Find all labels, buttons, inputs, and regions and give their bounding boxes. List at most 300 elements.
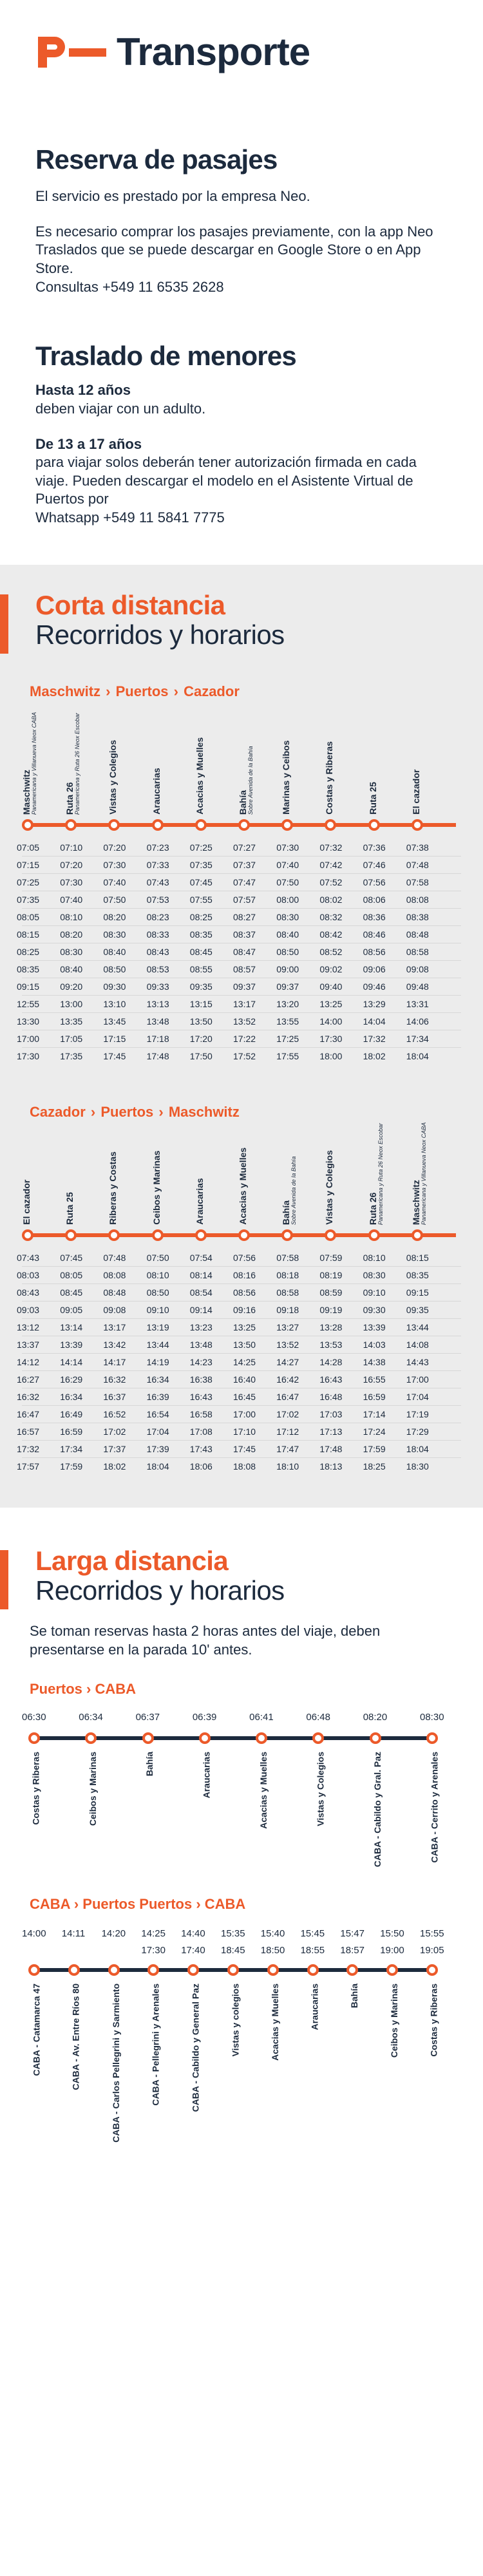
stop-dot xyxy=(238,819,250,831)
stop-dot xyxy=(147,1964,159,1976)
stop-name: Maschwitz xyxy=(410,1179,421,1225)
time-cell: 09:40 xyxy=(319,981,343,992)
stop-label xyxy=(367,1122,386,1225)
time-cell: 09:30 xyxy=(363,1304,386,1315)
ld-stop-name: CABA - Cerrito y Arenales xyxy=(429,1752,439,1863)
stop-name: El cazador xyxy=(410,769,421,815)
stop-label-text xyxy=(195,1146,205,1225)
time-cell: 13:00 xyxy=(60,998,83,1009)
ld-stop-name: Ceibos y Marinas xyxy=(389,1984,400,2058)
ld-stop-name: Vistas y Colegios xyxy=(315,1752,326,1827)
time-cell: 18:04 xyxy=(406,1050,429,1061)
time-cell: 08:00 xyxy=(276,894,299,905)
time-cell: 16:45 xyxy=(233,1391,256,1402)
stop-note: Sobre Avenida de la Bahía xyxy=(247,746,254,815)
times-table xyxy=(17,839,461,1065)
reserva-contact-link[interactable]: Consultas +549 11 6535 2628 xyxy=(35,278,224,295)
stop-dot xyxy=(195,1229,207,1241)
stop-label xyxy=(64,712,83,815)
time-cell: 16:38 xyxy=(189,1374,213,1385)
time-cell: 09:35 xyxy=(406,1304,429,1315)
route2-title-stop: Puertos xyxy=(100,1103,154,1120)
stop-label xyxy=(238,1146,256,1225)
time-cell: 13:30 xyxy=(17,1016,40,1027)
ld-route-line xyxy=(28,1728,440,1748)
stop-dot xyxy=(426,1964,438,1976)
time-cell: 13:44 xyxy=(146,1339,169,1350)
time-cell: 17:22 xyxy=(233,1033,256,1044)
time-cell: 17:04 xyxy=(146,1426,169,1437)
p-dash-logo-icon xyxy=(35,35,108,69)
time-cell: 18:04 xyxy=(146,1461,169,1472)
time-cell: 17:12 xyxy=(276,1426,299,1437)
time-cell: 09:35 xyxy=(189,981,213,992)
stop-note: Panamericana y Ruta 26 Neox Escobar xyxy=(377,1122,384,1225)
chevron-right-icon: › xyxy=(102,683,115,699)
ld-stop-name: Acacias y Muelles xyxy=(269,1984,280,2061)
stop-dot xyxy=(267,1964,279,1976)
ld-stop-label xyxy=(141,1752,155,1868)
time-cell: 17:55 xyxy=(276,1050,299,1061)
stop-label-text xyxy=(22,1146,32,1225)
stop-dot xyxy=(22,819,33,831)
time-cell: 09:30 xyxy=(103,981,126,992)
table-row xyxy=(17,1458,461,1475)
stop-name: Bahía xyxy=(281,1200,292,1225)
stop-label xyxy=(412,736,430,815)
stop-dot xyxy=(412,1229,423,1241)
time-cell: 08:45 xyxy=(189,946,213,957)
ld-stop-label xyxy=(198,1752,212,1868)
stop-note: Panamericana y Villanueva Neox CABA xyxy=(420,1122,427,1225)
stop-dot xyxy=(85,1732,97,1744)
time-cell: 18:02 xyxy=(363,1050,386,1061)
ld-stop-label xyxy=(311,1752,325,1868)
stop-name: Ceibos y Marinas xyxy=(151,1150,162,1225)
stop-label xyxy=(108,736,126,815)
larga-distancia-section xyxy=(0,1508,483,2152)
time-cell: 18:08 xyxy=(233,1461,256,1472)
time-cell: 09:33 xyxy=(146,981,169,992)
time-cell: 07:25 xyxy=(17,876,40,887)
stop-dot xyxy=(68,1964,80,1976)
time-cell: 13:13 xyxy=(146,998,169,1009)
ld-time: 14:25 xyxy=(141,1928,166,1940)
time-cell: 08:38 xyxy=(406,911,429,922)
time-cell: 07:43 xyxy=(17,1252,40,1263)
time-cell: 09:10 xyxy=(146,1304,169,1315)
time-cell: 16:34 xyxy=(146,1374,169,1385)
stop-labels xyxy=(21,1122,461,1225)
time-cell: 17:35 xyxy=(60,1050,83,1061)
chevron-right-icon: › xyxy=(155,1103,167,1120)
time-cell: 08:59 xyxy=(319,1287,343,1298)
table-row xyxy=(17,839,461,857)
time-cell: 18:25 xyxy=(363,1461,386,1472)
time-cell: 14:19 xyxy=(146,1356,169,1367)
stop-label xyxy=(65,1146,83,1225)
ld-time: 18:57 xyxy=(340,1945,365,1956)
time-cell: 08:53 xyxy=(146,963,169,974)
route-line xyxy=(22,815,461,835)
time-cell: 07:10 xyxy=(60,842,83,853)
time-cell: 17:24 xyxy=(363,1426,386,1437)
time-cell: 09:06 xyxy=(363,963,386,974)
time-cell: 08:10 xyxy=(60,911,83,922)
time-cell: 14:03 xyxy=(363,1339,386,1350)
time-cell: 17:14 xyxy=(363,1408,386,1419)
time-cell: 07:20 xyxy=(103,842,126,853)
time-cell: 18:10 xyxy=(276,1461,299,1472)
time-cell: 09:14 xyxy=(189,1304,213,1315)
time-cell: 17:45 xyxy=(103,1050,126,1061)
ld-stop-label xyxy=(368,1752,383,1868)
route1-title-stop: Puertos xyxy=(115,683,169,699)
ld-stop-label xyxy=(345,1984,359,2151)
intro-section xyxy=(0,64,483,527)
route1-title xyxy=(0,683,483,700)
time-cell: 17:10 xyxy=(233,1426,256,1437)
table-row xyxy=(17,1030,461,1048)
time-cell: 08:58 xyxy=(406,946,429,957)
time-cell: 16:57 xyxy=(17,1426,40,1437)
ld-stop-name: Vistas y colegios xyxy=(230,1984,240,2057)
stop-label-text xyxy=(65,1146,75,1225)
time-cell: 07:47 xyxy=(233,876,256,887)
time-cell: 13:42 xyxy=(103,1339,126,1350)
time-cell: 08:08 xyxy=(406,894,429,905)
ld-stop-name: CABA - Cabildo y General Paz xyxy=(190,1984,201,2112)
time-cell: 07:55 xyxy=(189,894,213,905)
ld-time: 15:55 xyxy=(420,1928,444,1940)
stop-dot xyxy=(325,819,336,831)
ld-stop-labels xyxy=(28,1984,440,2151)
stop-dot xyxy=(346,1964,358,1976)
stop-label-text xyxy=(21,712,37,815)
time-cell: 13:25 xyxy=(233,1321,256,1332)
time-cell: 17:30 xyxy=(17,1050,40,1061)
time-cell: 17:59 xyxy=(363,1443,386,1454)
ld-time: 14:20 xyxy=(101,1928,126,1940)
time-cell: 07:40 xyxy=(103,876,126,887)
time-cell: 13:53 xyxy=(319,1339,343,1350)
larga-subtitle: Recorridos y horarios xyxy=(35,1575,285,1606)
time-cell: 13:39 xyxy=(60,1339,83,1350)
stop-name: El cazador xyxy=(21,1179,32,1225)
stop-dot xyxy=(108,1229,120,1241)
time-cell: 09:46 xyxy=(363,981,386,992)
ld-route2-title: CABA › Puertos Puertos › CABA xyxy=(30,1896,246,1913)
stop-label-text xyxy=(108,1146,118,1225)
time-cell: 16:52 xyxy=(103,1408,126,1419)
stop-name: Acacias y Muelles xyxy=(238,1148,248,1225)
time-cell: 13:17 xyxy=(103,1321,126,1332)
time-cell: 07:50 xyxy=(146,1252,169,1263)
header xyxy=(0,0,483,73)
time-cell: 07:59 xyxy=(319,1252,343,1263)
time-cell: 16:32 xyxy=(103,1374,126,1385)
table-row xyxy=(17,1388,461,1406)
table-row xyxy=(17,1423,461,1441)
time-cell: 13:39 xyxy=(363,1321,386,1332)
time-cell: 07:35 xyxy=(17,894,40,905)
ld-stop-label xyxy=(186,1984,200,2151)
time-cell: 08:10 xyxy=(146,1269,169,1280)
time-cell: 08:30 xyxy=(60,946,83,957)
corta-distancia-section xyxy=(0,565,483,1508)
ld-times-row-2 xyxy=(28,1945,444,1960)
stop-label xyxy=(22,1146,40,1225)
time-cell: 09:37 xyxy=(233,981,256,992)
time-cell: 07:50 xyxy=(103,894,126,905)
time-cell: 08:27 xyxy=(233,911,256,922)
time-cell: 08:25 xyxy=(17,946,40,957)
time-cell: 13:19 xyxy=(146,1321,169,1332)
reserva-p1: El servicio es prestado por la empresa Neo. xyxy=(35,188,310,205)
time-cell: 13:14 xyxy=(60,1321,83,1332)
time-cell: 16:42 xyxy=(276,1374,299,1385)
ld-time: 15:45 xyxy=(300,1928,325,1940)
time-cell: 07:33 xyxy=(146,859,169,870)
time-cell: 17:43 xyxy=(189,1443,213,1454)
time-cell: 17:04 xyxy=(406,1391,429,1402)
stop-note: Sobre Avenida de la Bahía xyxy=(290,1156,297,1225)
time-cell: 18:04 xyxy=(406,1443,429,1454)
stop-dot xyxy=(199,1732,211,1744)
stop-label xyxy=(195,1146,213,1225)
menores-age2: De 13 a 17 años xyxy=(35,435,142,452)
stop-label xyxy=(21,712,40,815)
stop-label-text xyxy=(410,1122,427,1225)
time-cell: 18:06 xyxy=(189,1461,213,1472)
stop-dot xyxy=(65,819,77,831)
ld-stop-label xyxy=(67,1984,81,2151)
time-cell: 17:03 xyxy=(319,1408,343,1419)
ld-route1 xyxy=(22,1710,444,1868)
time-cell: 17:00 xyxy=(17,1033,40,1044)
ld-stop-labels xyxy=(28,1752,440,1868)
time-cell: 17:48 xyxy=(319,1443,343,1454)
time-cell: 07:50 xyxy=(276,876,299,887)
time-cell: 07:30 xyxy=(276,842,299,853)
stop-dot xyxy=(152,819,164,831)
time-cell: 08:20 xyxy=(60,929,83,940)
stop-label-text xyxy=(325,1146,334,1225)
time-cell: 08:57 xyxy=(233,963,256,974)
time-cell: 09:48 xyxy=(406,981,429,992)
time-cell: 14:43 xyxy=(406,1356,429,1367)
time-cell: 08:03 xyxy=(17,1269,40,1280)
table-row xyxy=(17,1048,461,1065)
stop-label xyxy=(152,1146,170,1225)
route1-timetable xyxy=(17,712,461,1065)
time-cell: 17:47 xyxy=(276,1443,299,1454)
time-cell: 09:16 xyxy=(233,1304,256,1315)
time-cell: 09:10 xyxy=(363,1287,386,1298)
time-cell: 17:20 xyxy=(189,1033,213,1044)
time-cell: 07:30 xyxy=(60,876,83,887)
ld-stop-label xyxy=(425,1752,439,1868)
ld-stop-name: Costas y Riberas xyxy=(31,1752,41,1826)
time-cell: 14:25 xyxy=(233,1356,256,1367)
time-cell: 08:06 xyxy=(363,894,386,905)
ld-stop-name: CABA - Av. Entre Ríos 80 xyxy=(70,1984,81,2090)
ld-time: 19:00 xyxy=(380,1945,404,1956)
stop-dot xyxy=(195,819,207,831)
time-cell: 14:12 xyxy=(17,1356,40,1367)
ld-time: 08:30 xyxy=(420,1712,444,1723)
time-cell: 07:37 xyxy=(233,859,256,870)
ld-stop-label xyxy=(266,1984,280,2151)
time-cell: 08:33 xyxy=(146,929,169,940)
time-cell: 13:23 xyxy=(189,1321,213,1332)
ld-stop-name: Bahía xyxy=(144,1752,155,1777)
time-cell: 13:37 xyxy=(17,1339,40,1350)
time-cell: 07:46 xyxy=(363,859,386,870)
time-cell: 08:58 xyxy=(276,1287,299,1298)
ld-time: 06:48 xyxy=(306,1712,330,1723)
time-cell: 13:29 xyxy=(363,998,386,1009)
stop-label xyxy=(368,736,386,815)
stop-dot xyxy=(368,819,380,831)
stop-label-text xyxy=(325,736,334,815)
stop-name: Acacias y Muelles xyxy=(194,737,205,815)
time-cell: 17:45 xyxy=(233,1443,256,1454)
stop-dot xyxy=(312,1732,324,1744)
table-row xyxy=(17,1267,461,1284)
ld-stop-label xyxy=(385,1984,399,2151)
time-cell: 17:32 xyxy=(363,1033,386,1044)
time-cell: 08:20 xyxy=(103,911,126,922)
section-accent-bar xyxy=(0,1550,8,1609)
time-cell: 07:23 xyxy=(146,842,169,853)
time-cell: 13:35 xyxy=(60,1016,83,1027)
time-cell: 08:08 xyxy=(103,1269,126,1280)
time-cell: 13:44 xyxy=(406,1321,429,1332)
table-row xyxy=(17,857,461,874)
ld-stop-name: Araucarias xyxy=(309,1984,320,2031)
stop-name: Vistas y Colegios xyxy=(324,1150,335,1225)
time-cell: 13:55 xyxy=(276,1016,299,1027)
time-cell: 13:27 xyxy=(276,1321,299,1332)
time-cell: 16:34 xyxy=(60,1391,83,1402)
ld-time: 06:30 xyxy=(22,1712,46,1723)
time-cell: 08:14 xyxy=(189,1269,213,1280)
ld-stop-label xyxy=(226,1984,240,2151)
time-cell: 14:04 xyxy=(363,1016,386,1027)
ld-time: 06:39 xyxy=(192,1712,217,1723)
ld-time: 15:35 xyxy=(221,1928,245,1940)
stop-name: Bahía xyxy=(238,790,248,815)
stop-dot xyxy=(412,819,423,831)
time-cell: 14:08 xyxy=(406,1339,429,1350)
time-cell: 13:17 xyxy=(233,998,256,1009)
time-cell: 09:20 xyxy=(60,981,83,992)
time-cell: 13:28 xyxy=(319,1321,343,1332)
time-cell: 17:50 xyxy=(189,1050,213,1061)
time-cell: 17:15 xyxy=(103,1033,126,1044)
ld-stop-name: Bahía xyxy=(349,1984,360,2009)
whatsapp-link[interactable]: Whatsapp +549 11 5841 7775 xyxy=(35,509,225,526)
ld-stop-name: CABA - Pellegrini y Arenales xyxy=(150,1984,161,2107)
time-cell: 13:52 xyxy=(233,1016,256,1027)
stop-note: Panamericana y Villanueva Neox CABA xyxy=(30,712,37,815)
time-cell: 17:18 xyxy=(146,1033,169,1044)
ld-time: 18:50 xyxy=(260,1945,285,1956)
ld-stop-name: CABA - Catamarca 47 xyxy=(31,1984,41,2076)
ld-stop-name: CABA - Cabildo y Gral. Paz xyxy=(372,1752,383,1868)
table-row xyxy=(17,1336,461,1354)
stop-name: Marinas y Ceibos xyxy=(281,740,292,815)
ld-stop-label xyxy=(84,1752,98,1868)
table-row xyxy=(17,874,461,891)
stop-dot xyxy=(65,1229,77,1241)
time-cell: 07:42 xyxy=(319,859,343,870)
time-cell: 16:32 xyxy=(17,1391,40,1402)
ld-route2 xyxy=(22,1928,444,2151)
route2-title-stop: Cazador xyxy=(30,1103,86,1120)
time-cell: 08:55 xyxy=(189,963,213,974)
route1-title-stop: Cazador xyxy=(184,683,240,699)
route2-title xyxy=(0,1104,483,1121)
ld-time: 06:34 xyxy=(79,1712,103,1723)
ld-time: 06:41 xyxy=(249,1712,274,1723)
stop-label-text xyxy=(238,1146,248,1225)
time-cell: 08:50 xyxy=(103,963,126,974)
stop-dot xyxy=(386,1964,398,1976)
time-cell: 13:25 xyxy=(319,998,343,1009)
time-cell: 13:48 xyxy=(146,1016,169,1027)
time-cell: 17:00 xyxy=(406,1374,429,1385)
time-cell: 08:43 xyxy=(17,1287,40,1298)
stop-label-text xyxy=(281,736,291,815)
time-cell: 07:05 xyxy=(17,842,40,853)
time-cell: 08:18 xyxy=(276,1269,299,1280)
stop-dot xyxy=(370,1732,381,1744)
table-row xyxy=(17,961,461,978)
stop-dot xyxy=(28,1732,40,1744)
chevron-right-icon: › xyxy=(86,1103,100,1120)
stop-dot xyxy=(368,1229,380,1241)
time-cell: 07:35 xyxy=(189,859,213,870)
time-cell: 16:59 xyxy=(60,1426,83,1437)
stop-labels xyxy=(21,712,461,815)
time-cell: 17:29 xyxy=(406,1426,429,1437)
stop-dot xyxy=(142,1732,154,1744)
time-cell: 16:27 xyxy=(17,1374,40,1385)
reserva-p2: Es necesario comprar los pasajes previamente, con la app Neo Traslados que se puede descargar en Google Store o en App Store. xyxy=(35,223,433,276)
table-row xyxy=(17,926,461,943)
time-cell: 09:03 xyxy=(17,1304,40,1315)
stop-label-text xyxy=(412,736,421,815)
time-cell: 07:48 xyxy=(103,1252,126,1263)
chevron-right-icon: › xyxy=(169,683,183,699)
time-cell: 17:39 xyxy=(146,1443,169,1454)
ld-time: 14:11 xyxy=(61,1928,86,1940)
time-cell: 16:29 xyxy=(60,1374,83,1385)
time-cell: 16:47 xyxy=(17,1408,40,1419)
time-cell: 08:40 xyxy=(103,946,126,957)
time-cell: 08:40 xyxy=(60,963,83,974)
stop-label-text xyxy=(64,712,80,815)
stop-label-text xyxy=(281,1146,297,1225)
time-cell: 07:56 xyxy=(233,1252,256,1263)
stop-name: Riberas y Costas xyxy=(108,1151,118,1225)
table-row xyxy=(17,1371,461,1388)
time-cell: 08:48 xyxy=(103,1287,126,1298)
time-cell: 08:15 xyxy=(17,929,40,940)
stop-dot xyxy=(238,1229,250,1241)
